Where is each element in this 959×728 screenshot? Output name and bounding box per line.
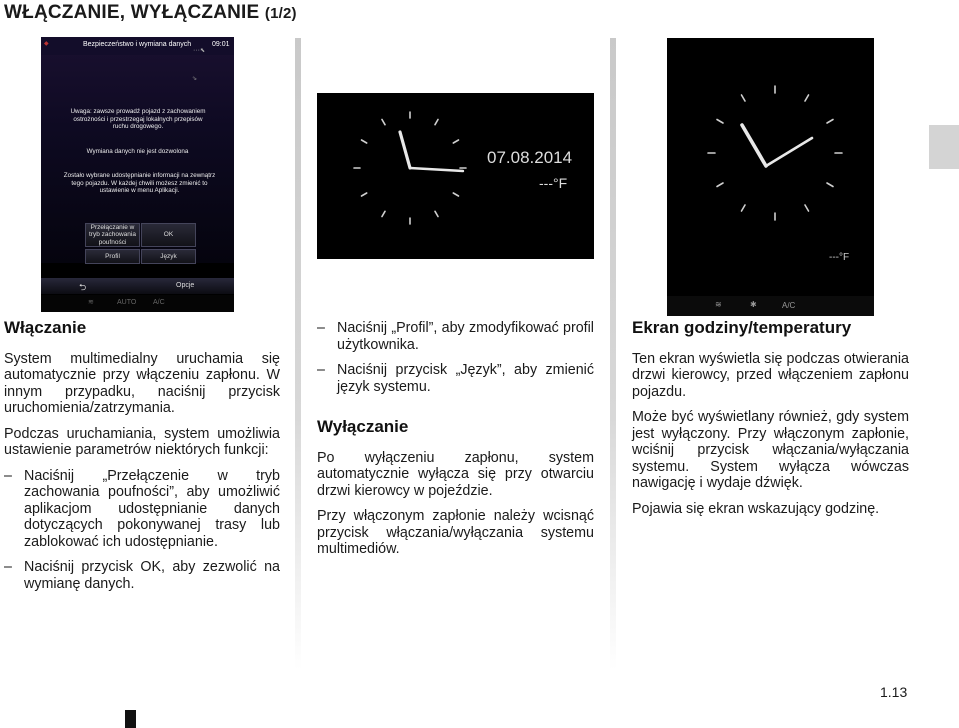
page-title-part: (1/2) — [264, 5, 297, 22]
clock-date-screen — [317, 93, 594, 259]
instruction-list-2 — [317, 320, 594, 395]
paragraph-parameters: Podczas uruchamiania, system umożliwia ustawienie parametrów niektórych funkcji: — [4, 425, 280, 458]
privacy-mode-button[interactable]: Przełączanie w tryb zachowania poufności — [85, 223, 140, 247]
back-arrow-icon[interactable]: ⮌ — [79, 282, 87, 292]
instruction-list-1 — [4, 468, 280, 593]
data-exchange-status: Wymiana danych nie jest dozwolona — [86, 148, 189, 155]
climate-ac-label[interactable]: A/C — [782, 301, 796, 310]
paragraph-startup: System multimedialny uruchamia się automatycznie przy włączeniu zapłonu. W innym przypadku, naciśnij przycisk uruchomienia/zatrzymania. — [4, 350, 280, 416]
column-3-text — [632, 320, 909, 526]
climate-auto-label[interactable]: AUTO — [117, 299, 137, 306]
section-heading-clock: Ekran godziny/temperatury — [632, 318, 852, 337]
column-1-text — [4, 320, 280, 601]
scroll-icon: ⇘ — [192, 76, 198, 82]
temperature-display-small: ---°F — [829, 252, 850, 263]
climate-bar — [41, 295, 234, 312]
section-heading-off: Wyłączanie — [317, 417, 409, 436]
fan-icon[interactable]: ≋ — [88, 299, 94, 306]
paragraph-time-screen: Pojawia się ekran wskazujący godzinę. — [632, 500, 880, 517]
ok-button[interactable]: OK — [141, 223, 196, 247]
climate-ac-label[interactable]: A/C — [153, 299, 165, 306]
section-heading-on: Włączanie — [4, 318, 87, 337]
analog-clock-icon — [345, 98, 475, 238]
paragraph-shutdown: Po wyłączeniu zapłonu, system automatycznie wyłącza się przy otwarciu drzwi kierowcy w pojeździe. — [317, 449, 594, 499]
paragraph-ignition: Przy włączonym zapłonie należy wcisnąć przycisk włączania/wyłączania systemu multimediów. — [317, 508, 594, 557]
analog-clock-large-icon — [700, 78, 850, 228]
profile-button[interactable]: Profil — [85, 249, 140, 264]
data-sharing-info: Zostało wybrane udostępnianie informacji na zewnątrz tego pojazdu. W każdej chwili możesz zmienić to ustawienie w menu Aplikacji. — [63, 172, 216, 195]
side-tab-marker — [929, 125, 959, 169]
list-item: – Naciśnij „Profil”, aby zmodyfikować profil użytkownika. — [317, 320, 594, 353]
status-icons: ···⬉ — [193, 47, 206, 54]
column-2-text — [317, 320, 594, 567]
options-button[interactable]: Opcje — [176, 282, 195, 289]
column-divider-right — [610, 38, 616, 670]
list-item: – Naciśnij przycisk „Język”, aby zmienić język systemu. — [317, 362, 594, 395]
paragraph-system-off: Może być wyświetlany również, gdy system jest wyłączony. Przy włączonym zapłonie, wciśnij przycisk włączania/wyłączania systemu. System wyłącza wówczas nawigację i wydaje dźwięk. — [632, 409, 909, 491]
page-title — [4, 2, 297, 24]
page-number: 1.13 — [880, 684, 908, 700]
date-display: 07.08.2014 — [487, 148, 573, 167]
gps-icon: ⬉ — [200, 48, 206, 54]
climate-bar-portrait — [667, 296, 874, 316]
paragraph-clock-screen: Ten ekran wyświetla się podczas otwierania drzwi kierowcy, przed włączeniem zapłonu pojazdu. — [632, 350, 909, 400]
screen-header-bar — [41, 37, 234, 55]
fan-icon[interactable]: ≋ — [715, 300, 722, 309]
page-title-main: WŁĄCZANIE, WYŁĄCZANIE — [4, 2, 260, 23]
brand-logo-icon: ◆ — [44, 41, 49, 47]
language-button[interactable]: Język — [141, 249, 196, 264]
list-item: – Naciśnij przycisk OK, aby zezwolić na wymianę danych. — [4, 559, 280, 592]
clock-portrait-screen — [667, 38, 874, 316]
list-item: – Naciśnij „Przełączenie w tryb zachowania poufności”, aby umożliwić aplikacjom udostępnianie danych dotyczących pokonywanej trasy lub zablokować ich udostępnianie. — [4, 468, 280, 551]
column-divider-left — [295, 38, 301, 670]
options-bar — [41, 278, 234, 294]
multimedia-start-screen — [41, 37, 234, 312]
screen-clock: 09:01 — [212, 41, 230, 48]
recirculation-icon[interactable]: ✱ — [750, 300, 757, 309]
temperature-display: ---°F — [539, 175, 568, 191]
footer-marker — [125, 710, 136, 728]
screen-header-title: Bezpieczeństwo i wymiana danych — [83, 41, 192, 48]
safety-warning-text: Uwaga: zawsze prowadź pojazd z zachowaniem ostrożności i przestrzegaj lokalnych przepisów ruchu drogowego. — [70, 108, 206, 131]
